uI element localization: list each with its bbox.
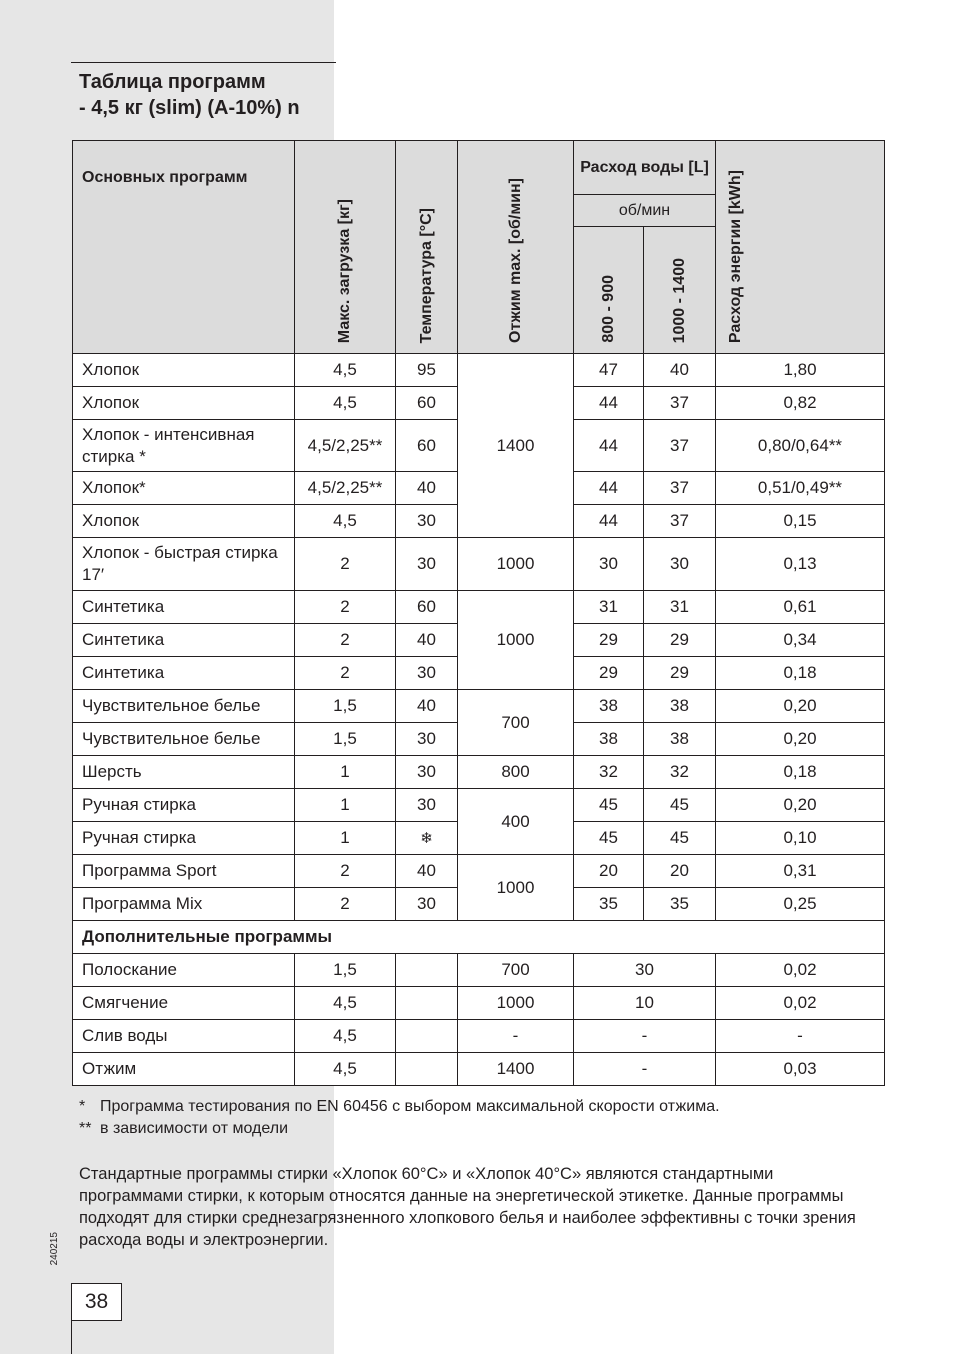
cell-temp: 60: [396, 420, 458, 472]
cell-energy: 0,18: [716, 756, 885, 789]
footnote-mark: *: [79, 1098, 86, 1115]
cell-temp: 30: [396, 789, 458, 822]
title-line-2: - 4,5 кг (slim) (A-10%) n: [79, 97, 300, 119]
cell-load: 2: [295, 538, 396, 591]
cell-energy: 0,82: [716, 387, 885, 420]
cell-load: 1,5: [295, 723, 396, 756]
cell-program: Ручная стирка: [73, 789, 295, 822]
cell-program: Отжим: [73, 1053, 295, 1086]
cell-program: Хлопок - интенсивная стирка *: [73, 420, 295, 472]
cell-program: Хлопок: [73, 505, 295, 538]
cell-water-high: 20: [644, 855, 716, 888]
cell-temp: 30: [396, 657, 458, 690]
cell-load: 2: [295, 624, 396, 657]
cell-energy: 0,61: [716, 591, 885, 624]
cell-temp: 30: [396, 538, 458, 591]
cell-load: 1: [295, 756, 396, 789]
header-energy-text: Расход энергии [kWh]: [727, 169, 744, 343]
cell-temp: 40: [396, 855, 458, 888]
cell-water: 10: [574, 987, 716, 1020]
cell-energy: 0,02: [716, 954, 885, 987]
cell-water-high: 40: [644, 354, 716, 387]
header-spin-max-label: Отжим max. [об/мин]: [506, 178, 524, 343]
cell-program: Хлопок: [73, 354, 295, 387]
cell-program: Хлопок - быстрая стирка 17′: [73, 538, 295, 591]
extra-programs-header-row: [73, 921, 885, 954]
cell-program: Хлопок*: [73, 472, 295, 505]
footnotes: [79, 1096, 720, 1140]
cell-energy: 0,15: [716, 505, 885, 538]
table-row: [73, 987, 885, 1020]
cell-energy: 0,80/0,64**: [716, 420, 885, 472]
footnote-text: Программа тестирования по EN 60456 с выбором максимальной скорости отжима.: [100, 1098, 720, 1115]
cell-temp: [396, 954, 458, 987]
header-water: [574, 141, 716, 195]
cell-energy: 0,13: [716, 538, 885, 591]
cell-energy: -: [716, 1020, 885, 1053]
cell-water-low: 38: [574, 690, 644, 723]
cell-spin: 1000: [458, 987, 574, 1020]
cell-load: 4,5: [295, 354, 396, 387]
snowflake-icon: ❄: [396, 822, 458, 855]
cell-water-high: 37: [644, 420, 716, 472]
cell-temp: [396, 1053, 458, 1086]
cell-water-low: 30: [574, 538, 644, 591]
cell-water: 30: [574, 954, 716, 987]
header-energy: [716, 141, 885, 354]
cell-water-low: 47: [574, 354, 644, 387]
cell-energy: 0,20: [716, 789, 885, 822]
cell-energy: 1,80: [716, 354, 885, 387]
title-line-1: Таблица программ: [79, 71, 266, 93]
cell-spin: 400: [458, 789, 574, 855]
header-temperature: [396, 141, 458, 354]
cell-temp: 60: [396, 387, 458, 420]
header-spin-max: [458, 141, 574, 354]
table-row: [73, 690, 885, 723]
table-row: [73, 756, 885, 789]
cell-water-high: 29: [644, 657, 716, 690]
cell-spin: 1400: [458, 354, 574, 538]
cell-water-low: 32: [574, 756, 644, 789]
cell-load: 4,5: [295, 987, 396, 1020]
cell-temp: 60: [396, 591, 458, 624]
cell-program: Чувствительное белье: [73, 723, 295, 756]
cell-water-high: 38: [644, 723, 716, 756]
cell-water-high: 37: [644, 505, 716, 538]
cell-program: Программа Mix: [73, 888, 295, 921]
cell-program: Полоскание: [73, 954, 295, 987]
cell-water-high: 32: [644, 756, 716, 789]
cell-spin: 1000: [458, 591, 574, 690]
table-row: [73, 1053, 885, 1086]
footnote-2: [79, 1118, 720, 1140]
cell-load: 2: [295, 888, 396, 921]
cell-energy: 0,34: [716, 624, 885, 657]
cell-program: Чувствительное белье: [73, 690, 295, 723]
cell-load: 4,5: [295, 1020, 396, 1053]
cell-load: 4,5: [295, 387, 396, 420]
cell-program: Синтетика: [73, 657, 295, 690]
cell-water-high: 29: [644, 624, 716, 657]
cell-energy: 0,18: [716, 657, 885, 690]
cell-water-low: 45: [574, 822, 644, 855]
document-code: 240215: [49, 1232, 60, 1266]
cell-program: Слив воды: [73, 1020, 295, 1053]
cell-temp: 40: [396, 624, 458, 657]
cell-water-low: 20: [574, 855, 644, 888]
cell-load: 4,5/2,25**: [295, 472, 396, 505]
cell-energy: 0,10: [716, 822, 885, 855]
footnote-mark: **: [79, 1120, 92, 1137]
cell-spin: 1000: [458, 538, 574, 591]
cell-spin: 1400: [458, 1053, 574, 1086]
cell-water-high: 37: [644, 472, 716, 505]
footnote-text: в зависимости от модели: [100, 1120, 289, 1137]
cell-load: 1,5: [295, 690, 396, 723]
cell-spin: -: [458, 1020, 574, 1053]
header-max-load-label: Макс. загрузка [кг]: [336, 198, 353, 343]
cell-water-high: 38: [644, 690, 716, 723]
header-rpm-low: [574, 227, 644, 354]
cell-program: Синтетика: [73, 591, 295, 624]
cell-program: Смягчение: [73, 987, 295, 1020]
table-row: [73, 591, 885, 624]
cell-water-high: 30: [644, 538, 716, 591]
cell-water-low: 35: [574, 888, 644, 921]
cell-water-low: 44: [574, 472, 644, 505]
cell-program: Ручная стирка: [73, 822, 295, 855]
cell-load: 2: [295, 591, 396, 624]
cell-spin: 800: [458, 756, 574, 789]
cell-temp: 95: [396, 354, 458, 387]
cell-temp: [396, 1020, 458, 1053]
cell-load: 2: [295, 657, 396, 690]
cell-program: Программа Sport: [73, 855, 295, 888]
cell-temp: 30: [396, 756, 458, 789]
cell-spin: 1000: [458, 855, 574, 921]
cell-water: -: [574, 1020, 716, 1053]
cell-energy: 0,25: [716, 888, 885, 921]
cell-water-high: 31: [644, 591, 716, 624]
table-row: [73, 538, 885, 591]
title-rule: [71, 62, 336, 63]
cell-temp: [396, 987, 458, 1020]
extra-programs-header: Дополнительные программы: [73, 921, 885, 954]
description-paragraph: Стандартные программы стирки «Хлопок 60°C» и «Хлопок 40°C» являются стандартными программами стирки, к которым относятся данные на энергетической этикетке. Данные программы подходят для стирки среднезагрязненного хлопкового белья и наиболее эффективны с точки зрения расхода воды и электроэнергии.: [79, 1165, 856, 1249]
cell-load: 1: [295, 789, 396, 822]
page-title: [79, 69, 300, 121]
header-rpm-high-label: 1000 - 1400: [670, 257, 688, 343]
header-programs: Основных программ: [73, 141, 295, 354]
cell-program: Шерсть: [73, 756, 295, 789]
cell-load: 4,5: [295, 505, 396, 538]
cell-energy: 0,51/0,49**: [716, 472, 885, 505]
cell-water-high: 45: [644, 789, 716, 822]
cell-energy: 0,20: [716, 690, 885, 723]
cell-water: -: [574, 1053, 716, 1086]
header-rpm-high: [644, 227, 716, 354]
cell-spin: 700: [458, 954, 574, 987]
table-row: [73, 855, 885, 888]
cell-water-low: 29: [574, 657, 644, 690]
table-row: [73, 354, 885, 387]
cell-temp: 30: [396, 723, 458, 756]
table-row: [73, 789, 885, 822]
program-table: [72, 140, 885, 1086]
cell-load: 1: [295, 822, 396, 855]
table-row: [73, 954, 885, 987]
footnote-1: [79, 1096, 720, 1118]
cell-temp: 40: [396, 472, 458, 505]
header-water-label: Расход воды [L]: [580, 158, 709, 176]
cell-energy: 0,31: [716, 855, 885, 888]
cell-water-low: 44: [574, 505, 644, 538]
cell-water-low: 31: [574, 591, 644, 624]
cell-load: 1,5: [295, 954, 396, 987]
cell-water-low: 29: [574, 624, 644, 657]
cell-load: 4,5/2,25**: [295, 420, 396, 472]
page-number: 38: [71, 1283, 122, 1321]
header-temperature-label: Температура [°C]: [417, 207, 435, 343]
cell-water-high: 35: [644, 888, 716, 921]
cell-spin: 700: [458, 690, 574, 756]
cell-water-low: 45: [574, 789, 644, 822]
header-max-load: [295, 141, 396, 354]
cell-energy: 0,02: [716, 987, 885, 1020]
cell-temp: 30: [396, 888, 458, 921]
cell-load: 2: [295, 855, 396, 888]
cell-water-high: 45: [644, 822, 716, 855]
cell-program: Синтетика: [73, 624, 295, 657]
header-rpm: об/мин: [574, 195, 716, 227]
table-row: [73, 1020, 885, 1053]
cell-temp: 30: [396, 505, 458, 538]
cell-water-low: 38: [574, 723, 644, 756]
cell-load: 4,5: [295, 1053, 396, 1086]
cell-temp: 40: [396, 690, 458, 723]
cell-water-low: 44: [574, 387, 644, 420]
cell-energy: 0,03: [716, 1053, 885, 1086]
cell-water-high: 37: [644, 387, 716, 420]
header-energy-label: [725, 170, 875, 343]
cell-water-low: 44: [574, 420, 644, 472]
cell-energy: 0,20: [716, 723, 885, 756]
cell-program: Хлопок: [73, 387, 295, 420]
header-rpm-low-label: 800 - 900: [599, 275, 617, 343]
